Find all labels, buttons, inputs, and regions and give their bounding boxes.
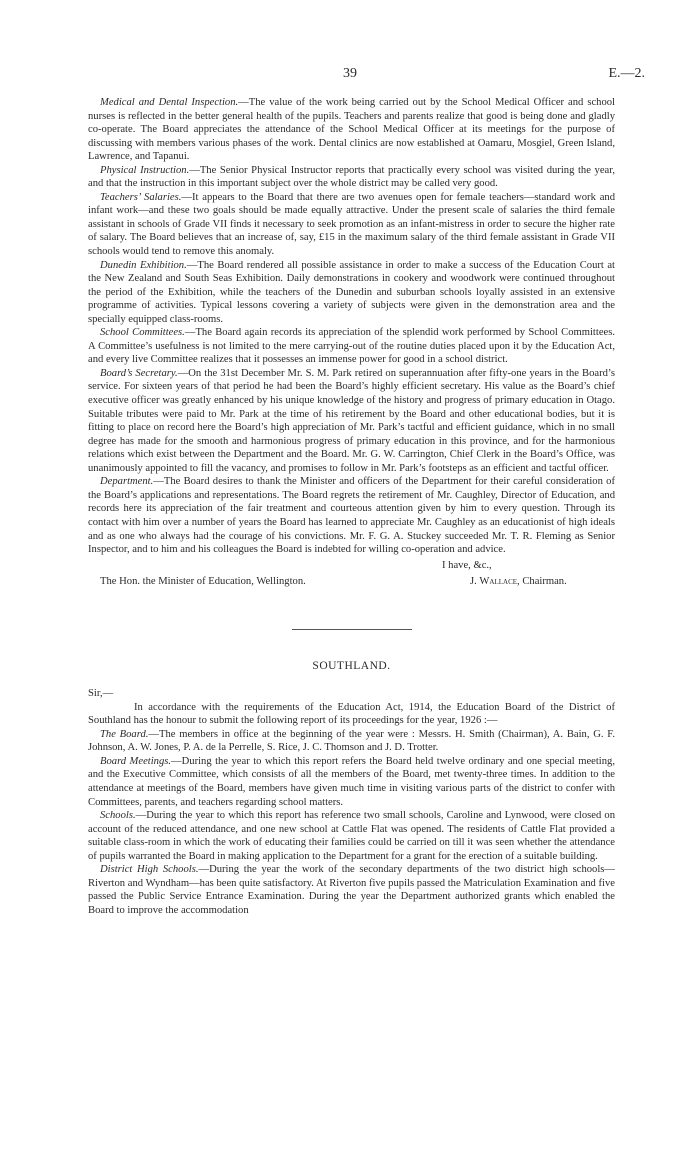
addressee: The Hon. the Minister of Education, Wellington. [100, 575, 306, 587]
section-title: SOUTHLAND. [312, 659, 391, 672]
paragraph-text: —The value of the work being carried out by the School Medical Officer and school nurses is reflected in the better general health of the pupils. Teachers and parents realize that good is being done and gladly co-operate. The Board appreciates the attendance of the School Medical Officer at its meetings for the purpose of discussing with members various phases of the work. Dental clinics are now established at Oamaru, Mosgiel, Green Island, Lawrence, and Tapanui. [88, 97, 615, 163]
paragraph-district-high-schools [88, 863, 615, 917]
document-reference: E.—2. [608, 66, 645, 81]
paragraph-the-board [88, 728, 615, 755]
paragraph-heading: Dunedin Exhibition. [100, 259, 187, 271]
paragraph-heading: Schools. [100, 810, 136, 822]
paragraph-text: —It appears to the Board that there are two avenues open for female teachers—standard work and infant work—and these two goals should be made equally attractive. Under the present scale of salaries the third female assistant in schools of Grade VII finds it necessary to seek promotion as an infant-mistress in order to secure the higher rate of salary. The Board believes that an increase of, say, £15 in the maximum salary of the third female assistant in Grade VII schools would tend to remove this anomaly. [88, 191, 615, 258]
paragraph-text: —During the year to which this report has reference two small schools, Caroline and Lynwood, were closed on account of the reduced attendance, and one new school at Cattle Flat was opened. The residents of Cattle Flat provided a suitable class-room in which the work of educating their families could be carried on till it was seen whether the attendance of pupils warranted the Board in making application to the Department for a grant for the erection of a suitable building. [88, 810, 615, 862]
paragraph-heading: Physical Instruction. [100, 164, 190, 176]
signature-block [88, 559, 615, 589]
signatory-title: , Chairman. [517, 575, 567, 587]
paragraph-heading: Board’s Secretary. [100, 367, 178, 379]
section-divider [292, 629, 412, 630]
paragraph-heading: Department. [100, 476, 154, 488]
report-body [88, 96, 615, 917]
paragraph-department [88, 475, 615, 556]
paragraph-text: —During the year to which this report refers the Board held twelve ordinary and one special meeting, and the Executive Committee, which consists of all the members of the Board, met twenty-three times. In addition to the attendance at meetings of the Board, members have given much time in visiting various parts of the district to confer with Committees, parents, and teachers regarding school matters. [88, 755, 615, 808]
salutation: Sir,— [88, 688, 114, 700]
paragraph-physical-instruction [88, 164, 615, 191]
paragraph-text: —During the year the work of the secondary departments of the two district high schools—Riverton and Wyndham—has been quite satisfactory. At Riverton five pupils passed the Matriculation Examination and five passed the Public Service Entrance Examination. During the year the Department authorized grants which enabled the Board to improve the accommodation [88, 864, 615, 916]
paragraph-dunedin-exhibition [88, 259, 615, 327]
paragraph-teachers-salaries [88, 191, 615, 259]
paragraph-heading: Board Meetings. [100, 755, 172, 767]
paragraph-schools [88, 809, 615, 863]
signatory [470, 575, 567, 589]
paragraph-text: —The Board again records its appreciation of the splendid work performed by School Committees. A Committee’s usefulness is not limited to the mere carrying-out of the routine duties placed upon it by the Education Act, and every live Committee realizes that it possesses an immense power for good in a school district. [88, 327, 615, 366]
page-number: 39 [343, 66, 357, 81]
paragraph-heading: The Board. [100, 728, 149, 740]
paragraph-text: —The Board desires to thank the Minister and officers of the Department for their careful consideration of the Board’s applications and representations. The Board regrets the retirement of Mr. Caughley, Director of Education, and records here its appreciation of the fair treatment and courteous attention given by him to every question. Through its contact with him over a number of years the Board has learned to appreciate Mr. Caughley as an educationist of high ideals and as one who always had the courage of his convictions. Mr. F. G. A. Stuckey succeeded Mr. T. R. Fleming as Senior Inspector, and to him and his colleagues the Board is indebted for willing co-operation and advice. [88, 476, 615, 556]
paragraph-text: —The Board rendered all possible assistance in order to make a success of the Education Court at the New Zealand and South Seas Exhibition. Daily demonstrations in cookery and woodwork were continued throughout the period of the Exhibition, while the teachers of the Dunedin and suburban schools loyally assisted in an extensive programme of activities. Typical lessons covering a variety of subjects were given in the demonstration area and the specially equipped class-rooms. [88, 259, 615, 325]
paragraph-medical-dental [88, 96, 615, 164]
signatory-initial: J. [470, 575, 480, 587]
paragraph-text: —The members in office at the beginning of the year were : Messrs. H. Smith (Chairman), A. Bain, G. F. Johnson, A. W. Jones, P. A. de la Perrelle, S. Rice, J. C. Thomson and J. D. Trotter. [88, 728, 616, 754]
paragraph-intro: In accordance with the requirements of the Education Act, 1914, the Education Board of the District of Southland has the honour to submit the following report of its proceedings for the year, 1926 :— [88, 701, 615, 727]
paragraph-text: —The Senior Physical Instructor reports that practically every school was visited during the year, and that the instruction in this important subject over the whole district may be called very good. [88, 164, 615, 190]
paragraph-boards-secretary [88, 367, 615, 475]
paragraph-heading: District High Schools. [100, 864, 199, 876]
paragraph-heading: School Committees. [100, 327, 185, 339]
closing-line: I have, &c., [442, 559, 492, 571]
signatory-surname: Wallace [479, 575, 518, 587]
paragraph-heading: Teachers’ Salaries. [100, 191, 182, 203]
paragraph-school-committees [88, 326, 615, 367]
paragraph-heading: Medical and Dental Inspection. [100, 97, 239, 108]
paragraph-text: —On the 31st December Mr. S. M. Park retired on superannuation after fifty-one years in the Board’s service. For sixteen years of that period he had been the Board’s highly efficient secretary. His value as the Board’s chief executive officer was greatly enhanced by his unique knowledge of the history and progress of primary education in Otago. Suitable tributes were paid to Mr. Park at the time of his retirement by the Board and other educational bodies, but it is fitting to place on record here the Board’s high appreciation of Mr. Park’s tactful and efficient guidance, which in no small degree has made for the smooth and harmonious progress of primary education in this province, and for the harmonious relations which exist between the Department and the Board. Mr. G. W. Carrington, Chief Clerk in the Board’s Office, was unanimously appointed to fill the vacancy, and promises to follow in Mr. Park’s footsteps as an efficient and tactful officer. [88, 367, 615, 474]
paragraph-board-meetings [88, 755, 615, 809]
